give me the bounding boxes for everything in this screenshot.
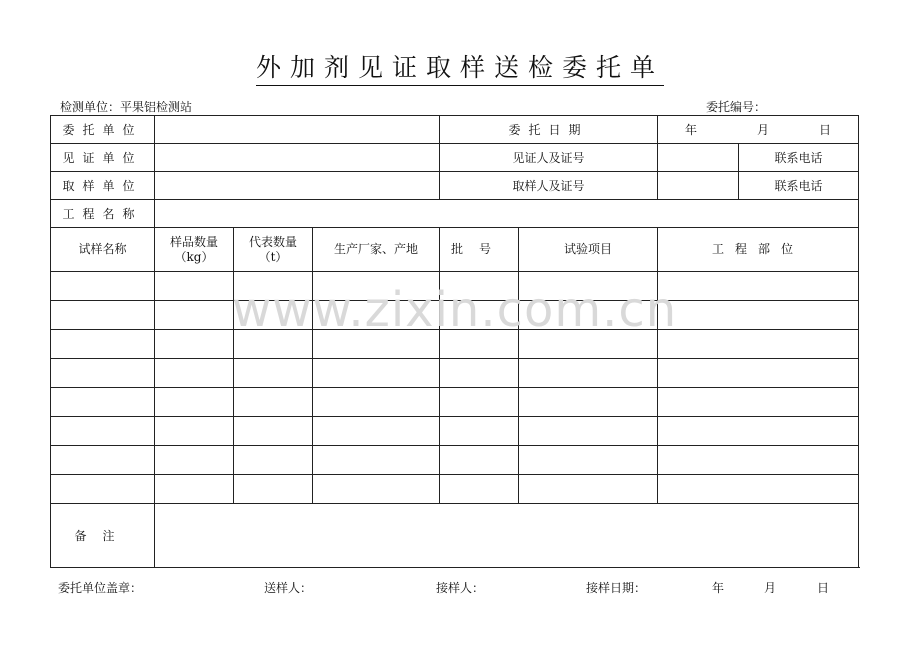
cell[interactable] (658, 330, 859, 359)
col-rep-qty-line2: （t） (258, 249, 288, 264)
cell[interactable] (440, 359, 519, 388)
sampler-value[interactable] (658, 172, 739, 200)
col-sample-qty (155, 228, 234, 272)
row-sampling-unit (51, 172, 859, 200)
commission-date-label: 委托日期 (440, 116, 658, 144)
remark-label: 备注 (51, 504, 155, 568)
cell[interactable] (51, 446, 155, 475)
commission-form-table (50, 115, 859, 568)
col-sample-qty-line2: （kg） (174, 249, 214, 264)
cell[interactable] (234, 388, 313, 417)
sampler-phone-label: 联系电话 (739, 172, 859, 200)
col-rep-qty (234, 228, 313, 272)
cell[interactable] (313, 330, 440, 359)
cell[interactable] (313, 446, 440, 475)
sampling-unit-label: 取样单位 (51, 172, 155, 200)
cell[interactable] (440, 272, 519, 301)
cell[interactable] (155, 446, 234, 475)
cell[interactable] (519, 301, 658, 330)
cell[interactable] (155, 330, 234, 359)
cell[interactable] (313, 301, 440, 330)
cell[interactable] (234, 301, 313, 330)
footer-seal: 委托单位盖章： (58, 581, 143, 595)
date-year: 年 (685, 123, 698, 137)
cell[interactable] (234, 272, 313, 301)
table-row (51, 475, 859, 504)
table-row (51, 417, 859, 446)
col-location: 工程部位 (658, 228, 859, 272)
cell[interactable] (440, 388, 519, 417)
table-row (51, 272, 859, 301)
col-test-item: 试验项目 (519, 228, 658, 272)
cell[interactable] (519, 446, 658, 475)
sampling-unit-value[interactable] (155, 172, 440, 200)
footer-receive-date: 接样日期： (586, 581, 647, 595)
footer-receiver: 接样人： (436, 581, 485, 595)
cell[interactable] (234, 417, 313, 446)
table-row (51, 359, 859, 388)
cell[interactable] (519, 359, 658, 388)
commission-unit-label: 委托单位 (51, 116, 155, 144)
cell[interactable] (658, 359, 859, 388)
form-title-text: 外加剂见证取样送检委托单 (256, 53, 664, 86)
cell[interactable] (313, 417, 440, 446)
cell[interactable] (51, 272, 155, 301)
cell[interactable] (658, 417, 859, 446)
footer-sender: 送样人： (264, 581, 313, 595)
cell[interactable] (658, 301, 859, 330)
cell[interactable] (234, 475, 313, 504)
table-row (51, 446, 859, 475)
date-day: 日 (819, 123, 832, 137)
commission-unit-value[interactable] (155, 116, 440, 144)
commission-date-value[interactable] (658, 116, 859, 144)
cell[interactable] (234, 446, 313, 475)
remark-row (51, 504, 859, 568)
watermark: www.zixin.com.cn (232, 282, 678, 338)
cell[interactable] (51, 359, 155, 388)
cell[interactable] (658, 475, 859, 504)
cell[interactable] (440, 301, 519, 330)
cell[interactable] (51, 475, 155, 504)
cell[interactable] (519, 272, 658, 301)
cell[interactable] (51, 330, 155, 359)
table-row (51, 388, 859, 417)
cell[interactable] (313, 359, 440, 388)
cell[interactable] (313, 475, 440, 504)
row-project-name (51, 200, 859, 228)
cell[interactable] (155, 417, 234, 446)
column-header-row (51, 228, 859, 272)
project-name-label: 工程名称 (51, 200, 155, 228)
cell[interactable] (658, 446, 859, 475)
cell[interactable] (313, 272, 440, 301)
witness-unit-value[interactable] (155, 144, 440, 172)
table-row (51, 301, 859, 330)
commission-number: 委托编号： (706, 100, 767, 114)
col-sample-qty-line1: 样品数量 (169, 234, 218, 249)
table-row (51, 330, 859, 359)
cell[interactable] (519, 417, 658, 446)
sampler-label: 取样人及证号 (440, 172, 658, 200)
cell[interactable] (155, 359, 234, 388)
inspection-unit: 检测单位：平果铝检测站 (60, 100, 193, 114)
form-title (0, 48, 920, 84)
project-name-value[interactable] (155, 200, 859, 228)
cell[interactable] (155, 388, 234, 417)
cell[interactable] (440, 417, 519, 446)
cell[interactable] (440, 330, 519, 359)
witness-phone-label: 联系电话 (739, 144, 859, 172)
cell[interactable] (519, 330, 658, 359)
cell[interactable] (51, 417, 155, 446)
row-commission-unit (51, 116, 859, 144)
cell[interactable] (155, 272, 234, 301)
cell[interactable] (51, 301, 155, 330)
col-batch-no: 批号 (440, 228, 519, 272)
col-manufacturer: 生产厂家、产地 (313, 228, 440, 272)
remark-value[interactable] (155, 504, 859, 568)
cell[interactable] (234, 359, 313, 388)
cell[interactable] (155, 301, 234, 330)
cell[interactable] (313, 388, 440, 417)
footer-year: 年 (712, 581, 725, 595)
footer-month: 月 (764, 581, 777, 595)
col-sample-name: 试样名称 (51, 228, 155, 272)
witness-unit-label: 见证单位 (51, 144, 155, 172)
witness-person-value[interactable] (658, 144, 739, 172)
cell[interactable] (155, 475, 234, 504)
cell[interactable] (234, 330, 313, 359)
cell[interactable] (51, 388, 155, 417)
cell[interactable] (658, 388, 859, 417)
date-month: 月 (757, 123, 770, 137)
cell[interactable] (658, 272, 859, 301)
witness-person-label: 见证人及证号 (440, 144, 658, 172)
row-witness-unit (51, 144, 859, 172)
cell[interactable] (519, 388, 658, 417)
col-rep-qty-line1: 代表数量 (248, 234, 297, 249)
footer-day: 日 (817, 581, 830, 595)
cell[interactable] (440, 475, 519, 504)
cell[interactable] (440, 446, 519, 475)
cell[interactable] (519, 475, 658, 504)
